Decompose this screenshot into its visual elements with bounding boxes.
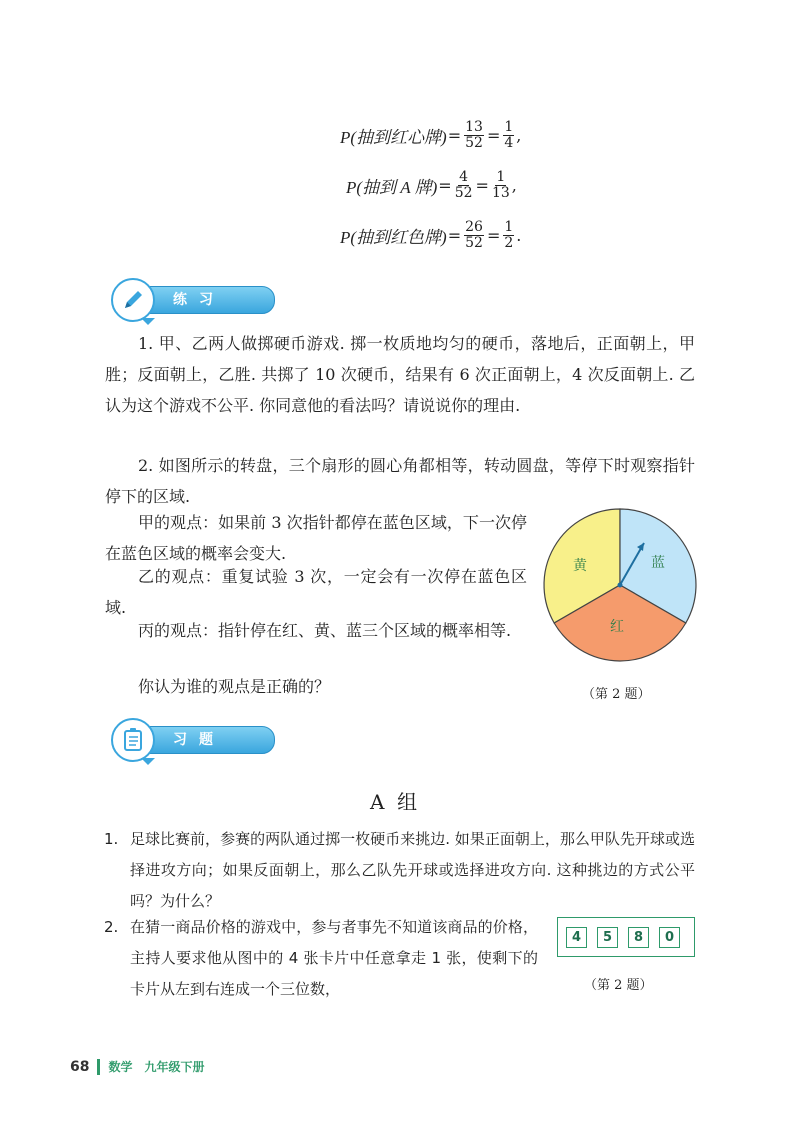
pencil-icon [111,278,155,322]
page-footer [70,1058,205,1075]
formula-label: P(抽到 A 牌) [346,178,438,197]
card: 4 [566,927,587,948]
practice-q2-intro: 2. 如图所示的转盘，三个扇形的圆心角都相等，转动圆盘，等停下时观察指针停下的区域. [105,456,695,506]
fraction: $\frac{1}{2}$ [504,219,514,251]
fraction: $\frac{1}{13}$ [491,169,510,201]
spinner-figure [540,503,700,663]
fraction: $\frac{26}{52}$ [465,219,483,251]
footer-book: 九年级下册 [144,1060,205,1074]
spinner-label-blue: 蓝 [651,555,665,571]
formula-ace: P(抽到 A 牌) = $\frac{4}{52}$ = $\frac{1}{13}$ , [346,169,517,201]
formula-red: P(抽到红色牌) = $\frac{26}{52}$ = $\frac{1}{2}$ . [340,219,522,251]
card: 5 [597,927,618,948]
practice-q2-ask: 你认为谁的观点是正确的？ [138,677,331,696]
practice-q2-yi: 乙的观点：重复试验 3 次，一定会有一次停在蓝色区域. [105,567,527,617]
exercise-1-text: 足球比赛前，参赛的两队通过掷一枚硬币来挑边. 如果正面朝上，那么甲队先开球或选择进攻方向；如果反面朝上，那么乙队先开球或选择进攻方向. 这种挑边的方式公平吗？为什么？ [130,830,695,910]
fraction: $\frac{1}{4}$ [504,119,514,151]
exercises-banner [103,718,275,762]
spinner-label-yellow: 黄 [573,558,587,574]
card: 0 [659,927,680,948]
formula-label: P(抽到红色牌) [340,228,447,247]
exercise-2-text: 在猜一商品价格的游戏中，参与者事先不知道该商品的价格，主持人要求他从图中的 4 张卡片中任意拿走 1 张，使剩下的卡片从左到右连成一个三位数， [130,918,538,998]
notebook-icon [111,718,155,762]
group-heading: A 组 [370,790,418,814]
practice-q1: 1. 甲、乙两人做掷硬币游戏. 掷一枚质地均匀的硬币，落地后，正面朝上，甲胜；反面朝上，乙胜. 共掷了 10 次硬币，结果有 6 次正面朝上，4 次反面朝上. 乙认为这个游戏不公平. 你同意他的看法吗？请说说你的理由. [105,334,695,415]
exercise-2-number: 2. [104,918,119,936]
formula-heart: P(抽到红心牌) = $\frac{13}{52}$ = $\frac{1}{4}$ , [340,119,522,151]
practice-banner [103,278,275,322]
footer-subject: 数学 [108,1060,133,1074]
spinner-label-red: 红 [610,619,624,635]
card: 8 [628,927,649,948]
exercise-1-number: 1. [104,830,119,848]
spinner-caption: （第 2 题） [582,687,651,702]
practice-q2-bing: 丙的观点：指针停在红、黄、蓝三个区域的概率相等. [138,621,512,640]
formula-label: P(抽到红心牌) [340,128,447,147]
practice-title: 练习 [173,292,225,308]
fraction: $\frac{13}{52}$ [465,119,483,151]
fraction: $\frac{4}{52}$ [454,169,473,201]
footer-divider [97,1059,100,1075]
exercises-title: 习题 [173,732,225,748]
number-cards-figure [557,917,695,957]
practice-q2-jia: 甲的观点：如果前 3 次指针都停在蓝色区域，下一次停在蓝色区域的概率会变大. [105,513,527,563]
cards-caption: （第 2 题） [584,978,653,993]
page-number: 68 [70,1058,90,1075]
